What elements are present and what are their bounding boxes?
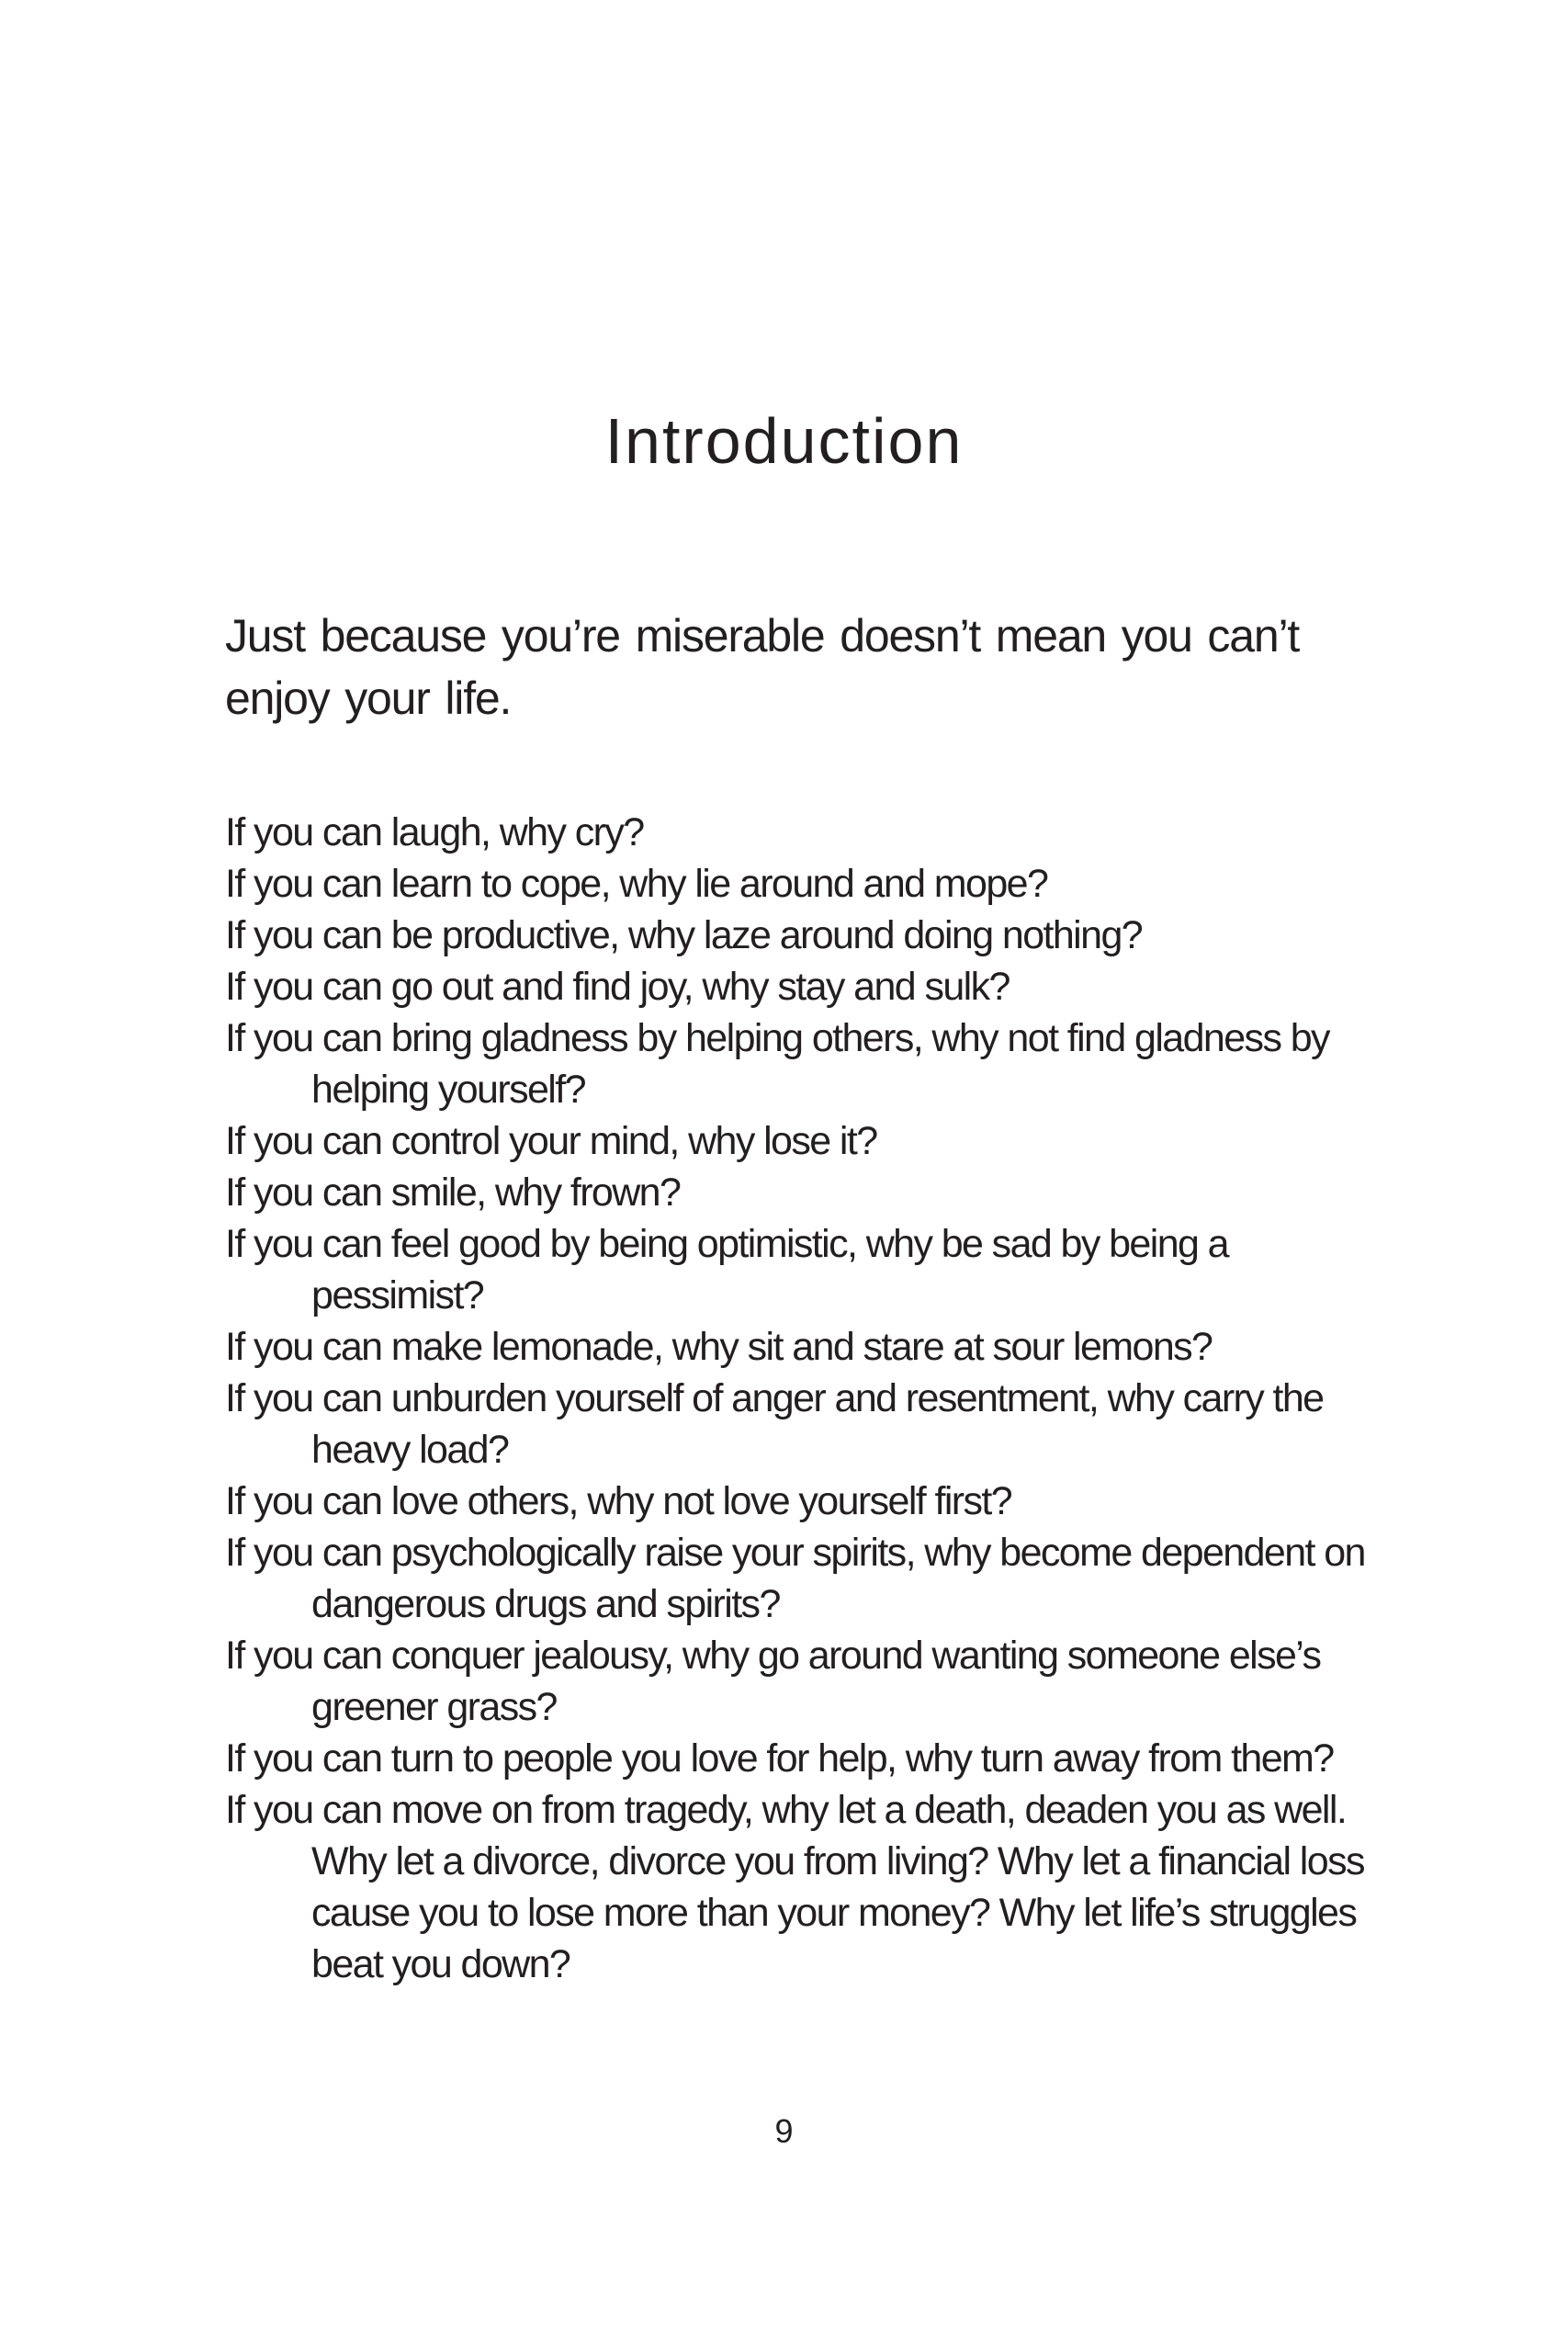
question-item: If you can psychologically raise your spirits, why become dependent on dangerous drugs and spirits? [225,1531,1365,1626]
question-item: If you can love others, why not love yourself first? [225,1479,1012,1523]
question-item: If you can feel good by being optimistic, why be sad by being a pessimist? [225,1222,1228,1317]
question-item: If you can make lemonade, why sit and stare at sour lemons? [225,1325,1213,1369]
question-item: If you can unburden yourself of anger and resentment, why carry the heavy load? [225,1376,1324,1472]
question-item: If you can learn to cope, why lie around and mope? [225,862,1048,906]
question-item: If you can move on from tragedy, why let a death, deaden you as well. Why let a divorce, divorce you from living? Why let a financial loss cause you to lose more than your money? Why let life’s struggles beat you down? [225,1788,1364,1986]
question-item: If you can laugh, why cry? [225,810,644,854]
question-item: If you can smile, why frown? [225,1170,681,1215]
lead-paragraph: Just because you’re miserable doesn’t mean you can’t enjoy your life. [225,610,1300,724]
question-list [225,807,1382,1990]
question-item: If you can conquer jealousy, why go around wanting someone else’s greener grass? [225,1634,1321,1729]
chapter-title: Introduction [604,405,964,477]
question-item: If you can go out and find joy, why stay and sulk? [225,965,1010,1009]
page-number: 9 [774,2112,794,2150]
question-item: If you can bring gladness by helping others, why not find gladness by helping yourself? [225,1016,1329,1112]
question-item: If you can be productive, why laze around doing nothing? [225,913,1143,957]
question-item: If you can control your mind, why lose it? [225,1119,877,1163]
question-item: If you can turn to people you love for help, why turn away from them? [225,1736,1334,1781]
